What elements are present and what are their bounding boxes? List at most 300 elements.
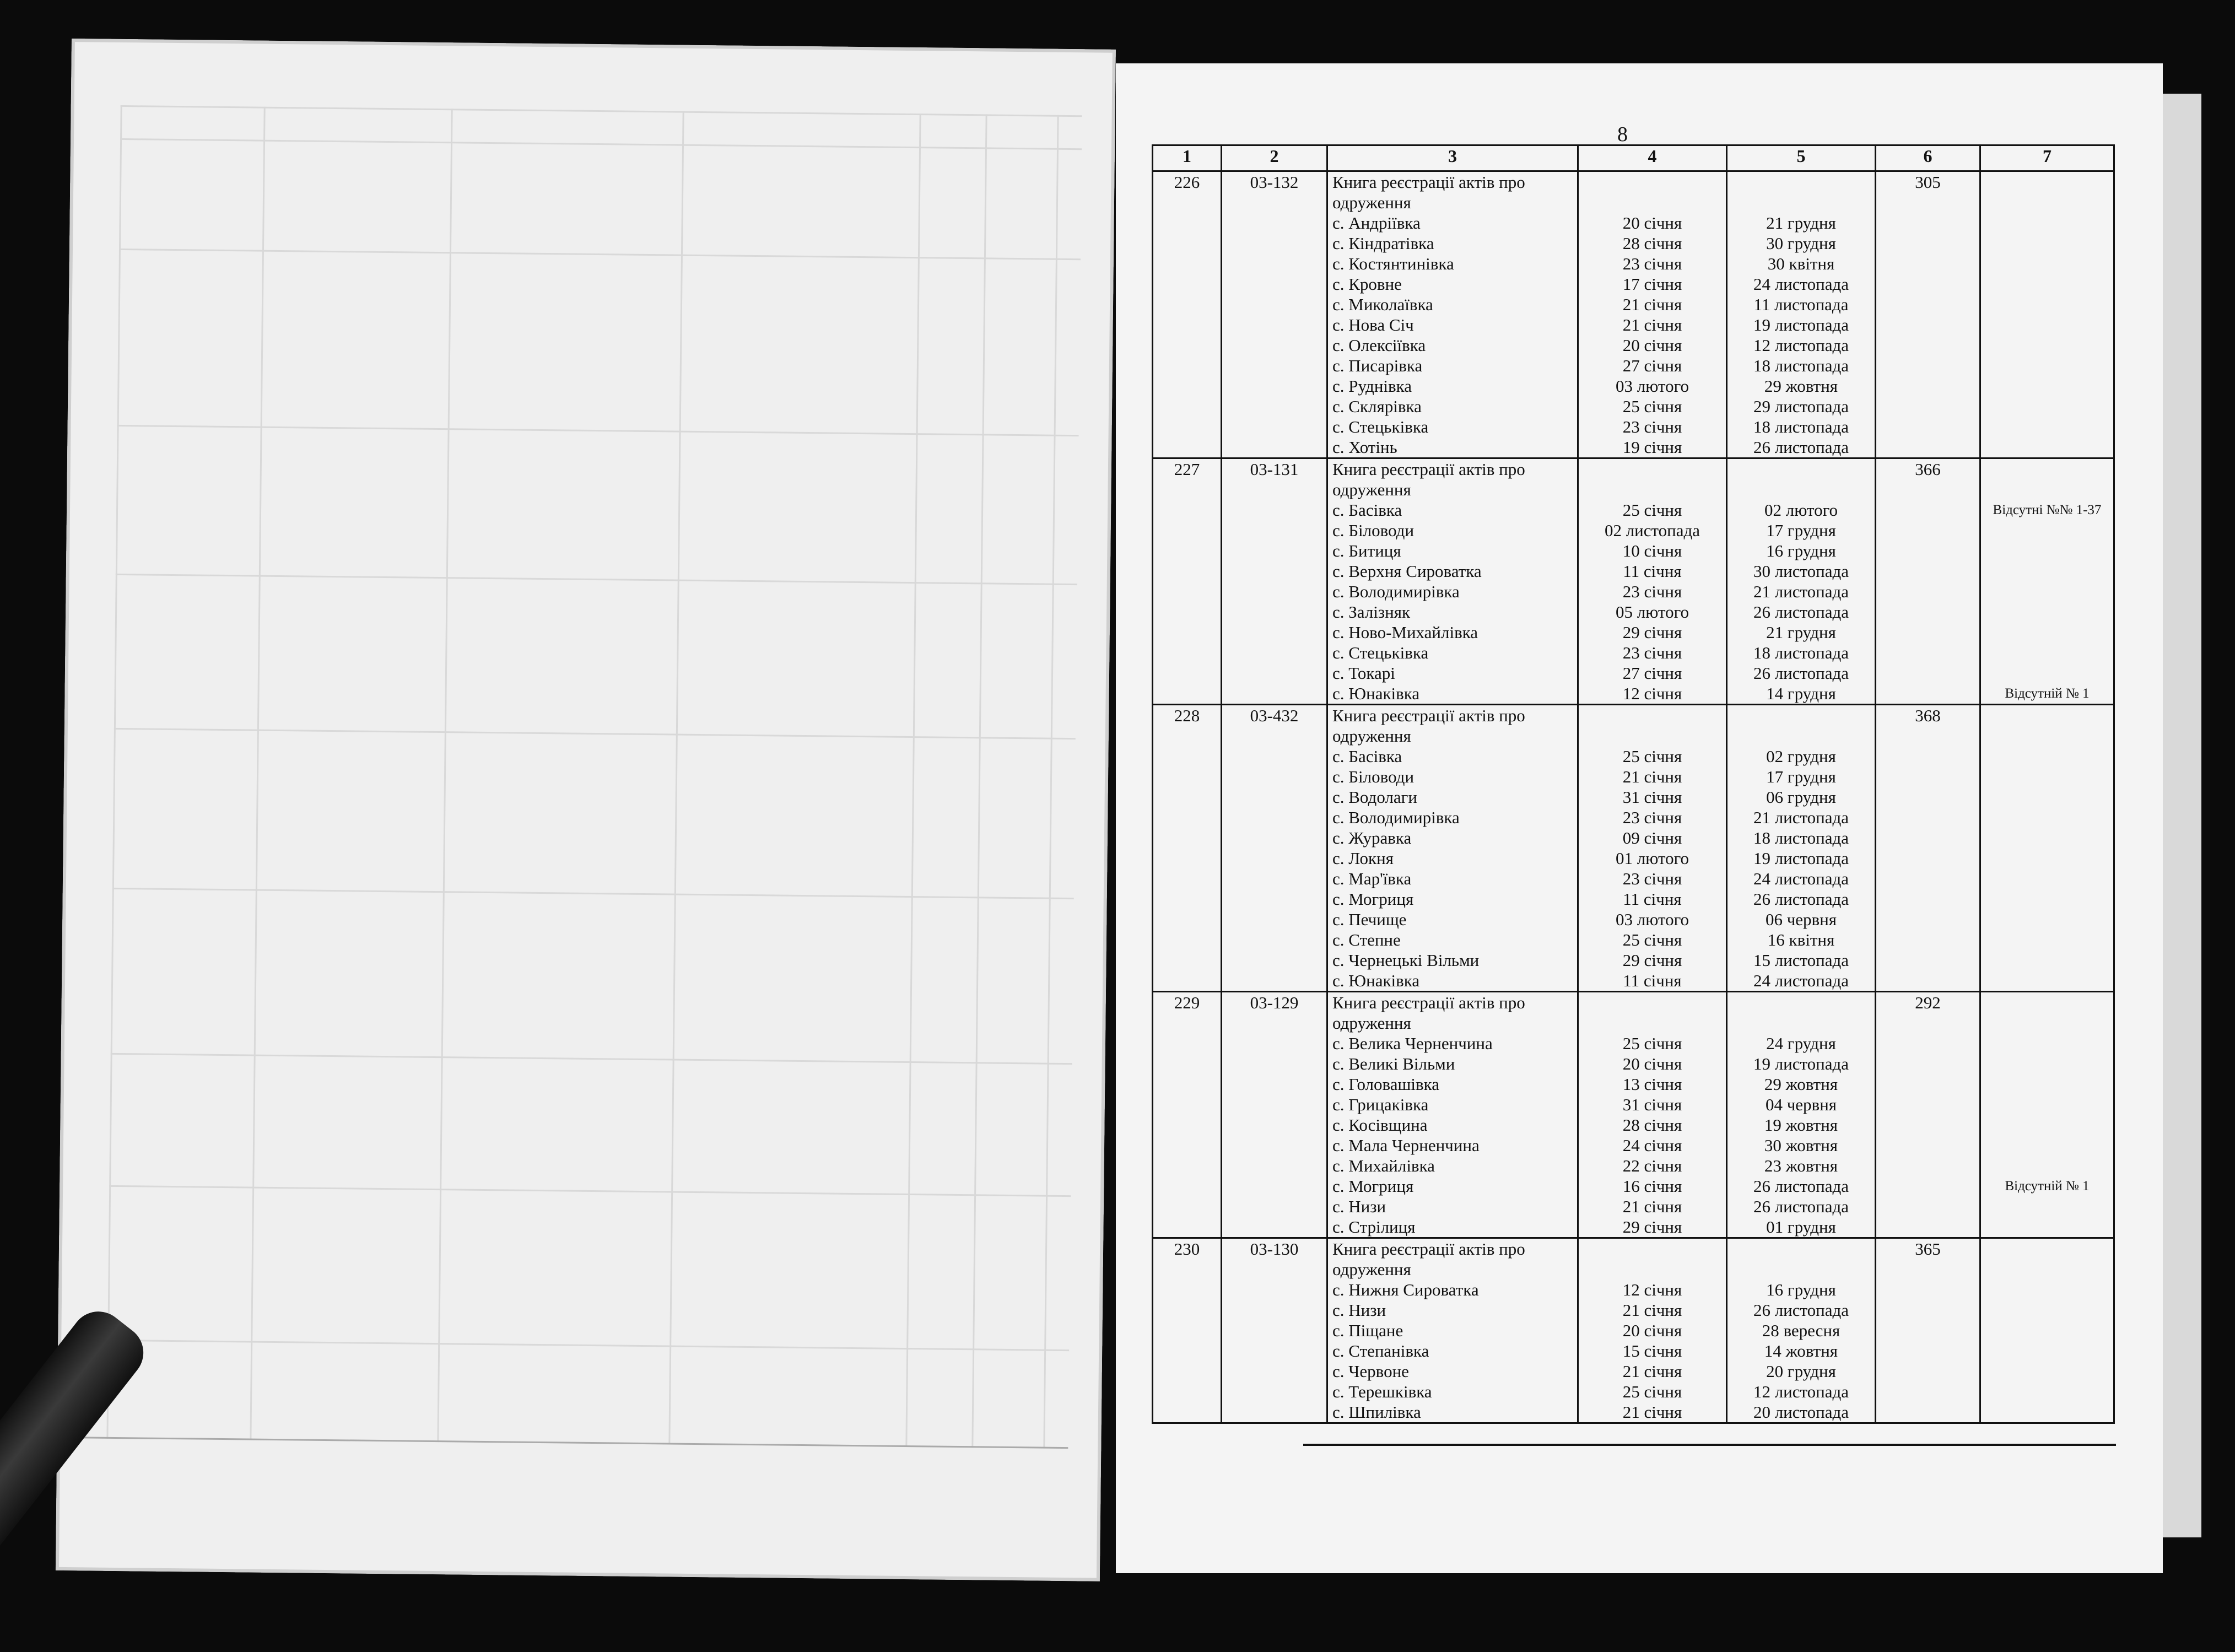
spacer xyxy=(1583,1239,1721,1259)
village-name: с. Мар'ївка xyxy=(1332,869,1412,888)
village-name: с. Терешківка xyxy=(1332,1382,1432,1401)
record-count xyxy=(1876,992,1980,1238)
village-name: с. Грицаківка xyxy=(1332,1095,1429,1114)
village-name: с. Біловоди xyxy=(1332,521,1415,540)
end-date: 23 жовтня xyxy=(1764,1156,1838,1175)
village-name: с. Головашівка xyxy=(1332,1075,1439,1094)
village-name: с. Водолаги xyxy=(1332,787,1417,807)
table-underline xyxy=(1303,1444,2116,1446)
spacer xyxy=(1732,192,1870,213)
village-name: с. Кровне xyxy=(1332,274,1402,294)
fund-code xyxy=(1222,705,1327,992)
village-name: с. Хотінь xyxy=(1332,438,1397,457)
record-count xyxy=(1876,458,1980,705)
remarks xyxy=(1980,992,2114,1238)
end-date: 30 жовтня xyxy=(1764,1136,1838,1155)
village-name: с. Токарі xyxy=(1332,663,1395,683)
book-title-line: одруження xyxy=(1332,1013,1411,1033)
spacer xyxy=(1732,1259,1870,1280)
spacer xyxy=(1985,1033,2109,1054)
end-date: 21 грудня xyxy=(1766,623,1836,642)
village-name: с. Володимирівка xyxy=(1332,582,1460,601)
spacer xyxy=(1985,807,2109,828)
start-date: 03 лютого xyxy=(1615,910,1689,929)
spacer xyxy=(1985,1094,2109,1115)
spacer xyxy=(1985,437,2109,457)
spacer xyxy=(1985,848,2109,868)
village-name: с. Косівщина xyxy=(1332,1115,1428,1135)
start-date: 25 січня xyxy=(1622,747,1682,766)
spacer xyxy=(1985,1013,2109,1033)
spacer xyxy=(1985,459,2109,479)
record-count xyxy=(1876,705,1980,992)
village-name: с. Біловоди xyxy=(1332,767,1415,786)
end-date: 26 листопада xyxy=(1753,438,1849,457)
end-date: 12 листопада xyxy=(1753,336,1849,355)
book-title-line: одруження xyxy=(1332,1260,1411,1279)
spacer xyxy=(1985,746,2109,766)
start-date: 02 листопада xyxy=(1604,521,1700,540)
spacer xyxy=(1985,1402,2109,1422)
end-date: 20 грудня xyxy=(1766,1362,1836,1381)
start-date: 21 січня xyxy=(1622,1362,1682,1381)
book-title-and-villages xyxy=(1327,992,1578,1238)
end-date: 26 листопада xyxy=(1753,889,1849,909)
archive-register-table xyxy=(1152,144,2115,1424)
end-date: 26 листопада xyxy=(1753,1176,1849,1196)
start-date: 21 січня xyxy=(1622,295,1682,314)
spacer xyxy=(1985,828,2109,848)
village-name: с. Велика Черненчина xyxy=(1332,1034,1493,1053)
start-date: 16 січня xyxy=(1622,1176,1682,1196)
spacer xyxy=(1985,705,2109,726)
start-date: 25 січня xyxy=(1622,500,1682,520)
start-date: 29 січня xyxy=(1622,951,1682,970)
start-date: 25 січня xyxy=(1622,1382,1682,1401)
village-name: с. Печище xyxy=(1332,910,1407,929)
remark-text: Відсутній № 1 xyxy=(2005,1179,2090,1194)
start-date: 23 січня xyxy=(1622,254,1682,273)
spacer xyxy=(1985,335,2109,355)
start-date: 21 січня xyxy=(1622,1197,1682,1216)
col-header-1: 1 xyxy=(1153,145,1222,171)
fund-code-text: 03-432 xyxy=(1250,706,1299,725)
village-name: с. Нова Січ xyxy=(1332,315,1414,334)
end-date: 21 листопада xyxy=(1753,582,1849,601)
spacer xyxy=(1985,294,2109,315)
record-count-text: 305 xyxy=(1915,172,1941,192)
start-date: 27 січня xyxy=(1622,356,1682,375)
village-name: с. Олексіївка xyxy=(1332,336,1426,355)
village-name: с. Могриця xyxy=(1332,889,1414,909)
start-date: 28 січня xyxy=(1622,1115,1682,1135)
end-date: 29 листопада xyxy=(1753,397,1849,416)
spacer xyxy=(1985,541,2109,561)
start-date: 20 січня xyxy=(1622,213,1682,233)
record-number xyxy=(1153,171,1222,458)
start-date: 17 січня xyxy=(1622,274,1682,294)
start-date: 21 січня xyxy=(1622,1300,1682,1320)
end-date: 29 жовтня xyxy=(1764,376,1838,396)
village-name: с. Юнаківка xyxy=(1332,971,1420,990)
book-title-line: Книга реєстрації актів про xyxy=(1332,706,1525,725)
spacer xyxy=(1583,192,1721,213)
book-title-and-villages xyxy=(1327,705,1578,992)
record-number xyxy=(1153,992,1222,1238)
spacer xyxy=(1985,376,2109,396)
spacer xyxy=(1985,602,2109,622)
spacer xyxy=(1985,274,2109,294)
start-date: 27 січня xyxy=(1622,663,1682,683)
remark-text: Відсутні №№ 1-37 xyxy=(1993,503,2102,517)
spacer xyxy=(1985,213,2109,233)
spacer xyxy=(1985,787,2109,807)
start-date: 31 січня xyxy=(1622,787,1682,807)
spacer xyxy=(1732,479,1870,500)
book-title-line: одруження xyxy=(1332,480,1411,499)
spacer xyxy=(1985,1361,2109,1381)
spacer xyxy=(1985,622,2109,643)
spacer xyxy=(1985,726,2109,746)
spacer xyxy=(1732,172,1870,192)
spacer xyxy=(1985,643,2109,663)
col-header-4: 4 xyxy=(1578,145,1727,171)
end-date: 26 листопада xyxy=(1753,663,1849,683)
col-header-3: 3 xyxy=(1327,145,1578,171)
village-name: с. Чернецькі Вільми xyxy=(1332,951,1480,970)
start-date: 31 січня xyxy=(1622,1095,1682,1114)
record-number-text: 229 xyxy=(1174,993,1200,1012)
end-date: 17 грудня xyxy=(1766,767,1836,786)
end-date: 30 листопада xyxy=(1753,562,1849,581)
bleedthrough-table xyxy=(106,105,1082,1449)
spacer xyxy=(1985,520,2109,541)
end-date: 11 листопада xyxy=(1753,295,1849,314)
start-date: 09 січня xyxy=(1622,828,1682,847)
book-title-and-villages xyxy=(1327,171,1578,458)
start-date: 20 січня xyxy=(1622,1321,1682,1340)
village-name: с. Андріївка xyxy=(1332,213,1421,233)
remarks xyxy=(1980,1238,2114,1423)
village-name: с. Верхня Сироватка xyxy=(1332,562,1482,581)
left-page-bleedthrough xyxy=(56,39,1116,1581)
spacer xyxy=(1732,726,1870,746)
start-date: 29 січня xyxy=(1622,623,1682,642)
village-name: с. Ново-Михайлівка xyxy=(1332,623,1478,642)
remarks xyxy=(1980,458,2114,705)
end-date: 04 червня xyxy=(1765,1095,1837,1114)
spacer xyxy=(1985,315,2109,335)
village-name: с. Шпилівка xyxy=(1332,1402,1421,1422)
end-date: 06 червня xyxy=(1765,910,1837,929)
end-date: 18 листопада xyxy=(1753,643,1849,662)
end-date: 21 грудня xyxy=(1766,213,1836,233)
village-name: с. Битиця xyxy=(1332,541,1401,560)
spacer xyxy=(1985,950,2109,970)
table-row xyxy=(1153,705,2114,992)
start-date: 20 січня xyxy=(1622,1054,1682,1073)
spacer xyxy=(1985,1381,2109,1402)
spacer xyxy=(1985,1239,2109,1259)
start-date: 20 січня xyxy=(1622,336,1682,355)
village-name: с. Стецьківка xyxy=(1332,417,1429,436)
record-count xyxy=(1876,1238,1980,1423)
start-date: 25 січня xyxy=(1622,1034,1682,1053)
record-number xyxy=(1153,1238,1222,1423)
record-count-text: 366 xyxy=(1915,460,1941,479)
book-title-and-villages xyxy=(1327,1238,1578,1423)
table-row xyxy=(1153,1238,2114,1423)
spacer xyxy=(1583,459,1721,479)
spacer xyxy=(1985,253,2109,274)
spacer xyxy=(1985,1135,2109,1156)
end-date: 18 листопада xyxy=(1753,417,1849,436)
start-date: 23 січня xyxy=(1622,582,1682,601)
end-date: 19 листопада xyxy=(1753,315,1849,334)
start-date: 28 січня xyxy=(1622,234,1682,253)
end-date: 26 листопада xyxy=(1753,1197,1849,1216)
start-date: 21 січня xyxy=(1622,767,1682,786)
book-title-line: Книга реєстрації актів про xyxy=(1332,993,1525,1012)
record-number xyxy=(1153,705,1222,992)
village-name: с. Руднівка xyxy=(1332,376,1412,396)
spacer xyxy=(1583,172,1721,192)
village-name: с. Стецьківка xyxy=(1332,643,1429,662)
end-dates xyxy=(1727,1238,1876,1423)
spacer xyxy=(1985,1054,2109,1074)
col-header-2: 2 xyxy=(1222,145,1327,171)
end-date: 24 листопада xyxy=(1753,971,1849,990)
spacer xyxy=(1985,1280,2109,1300)
end-date: 21 листопада xyxy=(1753,808,1849,827)
end-date: 14 жовтня xyxy=(1764,1341,1838,1361)
village-name: с. Михайлівка xyxy=(1332,1156,1435,1175)
spacer xyxy=(1985,1320,2109,1341)
village-name: с. Червоне xyxy=(1332,1362,1409,1381)
end-date: 16 грудня xyxy=(1766,541,1836,560)
spacer xyxy=(1732,1013,1870,1033)
end-date: 16 квітня xyxy=(1767,930,1835,949)
spacer xyxy=(1985,355,2109,376)
record-count xyxy=(1876,171,1980,458)
village-name: с. Юнаківка xyxy=(1332,684,1420,703)
village-name: с. Склярівка xyxy=(1332,397,1422,416)
start-date: 22 січня xyxy=(1622,1156,1682,1175)
spacer xyxy=(1985,1115,2109,1135)
spacer xyxy=(1583,726,1721,746)
spacer xyxy=(1985,930,2109,950)
spacer xyxy=(1583,479,1721,500)
end-date: 12 листопада xyxy=(1753,1382,1849,1401)
start-date: 23 січня xyxy=(1622,417,1682,436)
start-date: 15 січня xyxy=(1622,1341,1682,1361)
start-date: 19 січня xyxy=(1622,438,1682,457)
spacer xyxy=(1985,1074,2109,1094)
table-row xyxy=(1153,992,2114,1238)
end-date: 20 листопада xyxy=(1753,1402,1849,1422)
start-dates xyxy=(1578,458,1727,705)
spacer xyxy=(1583,705,1721,726)
end-date: 15 листопада xyxy=(1753,951,1849,970)
start-date: 23 січня xyxy=(1622,808,1682,827)
col-header-5: 5 xyxy=(1727,145,1876,171)
book-title-line: одруження xyxy=(1332,726,1411,746)
spacer xyxy=(1985,970,2109,991)
start-date: 12 січня xyxy=(1622,1280,1682,1299)
fund-code xyxy=(1222,1238,1327,1423)
village-name: с. Басівка xyxy=(1332,747,1402,766)
spacer xyxy=(1985,1259,2109,1280)
book-title-line: Книга реєстрації актів про xyxy=(1332,1239,1525,1259)
end-date: 02 лютого xyxy=(1764,500,1838,520)
spacer xyxy=(1985,1156,2109,1176)
village-name: с. Писарівка xyxy=(1332,356,1423,375)
end-date: 18 листопада xyxy=(1753,356,1849,375)
end-date: 16 грудня xyxy=(1766,1280,1836,1299)
spacer xyxy=(1583,992,1721,1013)
remarks xyxy=(1980,705,2114,992)
village-name: с. Миколаївка xyxy=(1332,295,1433,314)
village-name: с. Кіндратівка xyxy=(1332,234,1434,253)
table-header-row xyxy=(1153,145,2114,171)
spacer xyxy=(1985,889,2109,909)
fund-code-text: 03-129 xyxy=(1250,993,1299,1012)
spacer xyxy=(1732,1239,1870,1259)
spacer xyxy=(1985,192,2109,213)
village-name: с. Володимирівка xyxy=(1332,808,1460,827)
book-title-and-villages xyxy=(1327,458,1578,705)
end-date: 19 листопада xyxy=(1753,849,1849,868)
spacer xyxy=(1985,1300,2109,1320)
spacer xyxy=(1732,459,1870,479)
village-name: с. Великі Вільми xyxy=(1332,1054,1455,1073)
village-name: с. Локня xyxy=(1332,849,1394,868)
remark-text: Відсутній № 1 xyxy=(2005,686,2090,701)
end-date: 17 грудня xyxy=(1766,521,1836,540)
end-date: 01 грудня xyxy=(1766,1217,1836,1237)
start-date: 29 січня xyxy=(1622,1217,1682,1237)
spacer xyxy=(1985,417,2109,437)
village-name: с. Костянтинівка xyxy=(1332,254,1454,273)
village-name: с. Мала Черненчина xyxy=(1332,1136,1480,1155)
start-date: 23 січня xyxy=(1622,869,1682,888)
spacer xyxy=(1985,868,2109,889)
spacer xyxy=(1985,766,2109,787)
record-count-text: 292 xyxy=(1915,993,1941,1012)
end-date: 24 листопада xyxy=(1753,274,1849,294)
village-name: с. Журавка xyxy=(1332,828,1412,847)
start-date: 13 січня xyxy=(1622,1075,1682,1094)
fund-code xyxy=(1222,171,1327,458)
start-date: 12 січня xyxy=(1622,684,1682,703)
start-date: 11 січня xyxy=(1623,889,1682,909)
spacer xyxy=(1985,1196,2109,1217)
spacer xyxy=(1985,233,2109,253)
record-number-text: 228 xyxy=(1174,706,1200,725)
spacer xyxy=(1985,1341,2109,1361)
end-date: 02 грудня xyxy=(1766,747,1836,766)
book-title-line: Книга реєстрації актів про xyxy=(1332,460,1525,479)
spacer xyxy=(1985,561,2109,581)
record-number-text: 230 xyxy=(1174,1239,1200,1259)
village-name: с. Залізняк xyxy=(1332,602,1411,622)
start-date: 24 січня xyxy=(1622,1136,1682,1155)
village-name: с. Низи xyxy=(1332,1300,1386,1320)
record-number-text: 227 xyxy=(1174,460,1200,479)
spacer xyxy=(1985,1217,2109,1237)
start-date: 23 січня xyxy=(1622,643,1682,662)
end-date: 29 жовтня xyxy=(1764,1075,1838,1094)
end-dates xyxy=(1727,171,1876,458)
col-header-7: 7 xyxy=(1980,145,2114,171)
start-date: 10 січня xyxy=(1622,541,1682,560)
fund-code xyxy=(1222,992,1327,1238)
start-date: 05 лютого xyxy=(1615,602,1689,622)
start-dates xyxy=(1578,992,1727,1238)
end-date: 26 листопада xyxy=(1753,1300,1849,1320)
end-date: 14 грудня xyxy=(1766,684,1836,703)
col-header-6: 6 xyxy=(1876,145,1980,171)
book-title-line: Книга реєстрації актів про xyxy=(1332,172,1525,192)
spacer xyxy=(1985,172,2109,192)
record-count-text: 368 xyxy=(1915,706,1941,725)
fund-code-text: 03-132 xyxy=(1250,172,1299,192)
spacer xyxy=(1732,705,1870,726)
start-dates xyxy=(1578,1238,1727,1423)
end-date: 18 листопада xyxy=(1753,828,1849,847)
end-date: 06 грудня xyxy=(1766,787,1836,807)
end-date: 30 грудня xyxy=(1766,234,1836,253)
spacer xyxy=(1732,992,1870,1013)
end-dates xyxy=(1727,705,1876,992)
start-date: 21 січня xyxy=(1622,315,1682,334)
village-name: с. Басівка xyxy=(1332,500,1402,520)
fund-code-text: 03-131 xyxy=(1250,460,1299,479)
end-date: 24 листопада xyxy=(1753,869,1849,888)
record-count-text: 365 xyxy=(1915,1239,1941,1259)
start-date: 11 січня xyxy=(1623,971,1682,990)
end-date: 26 листопада xyxy=(1753,602,1849,622)
page-edge xyxy=(2163,94,2201,1537)
spacer xyxy=(1583,1259,1721,1280)
village-name: с. Степне xyxy=(1332,930,1401,949)
book-title-line: одруження xyxy=(1332,193,1411,212)
village-name: с. Піщане xyxy=(1332,1321,1403,1340)
village-name: с. Нижня Сироватка xyxy=(1332,1280,1479,1299)
page-number: 8 xyxy=(1617,123,1628,146)
spacer xyxy=(1985,992,2109,1013)
end-date: 30 квітня xyxy=(1767,254,1835,273)
village-name: с. Стрілиця xyxy=(1332,1217,1416,1237)
start-date: 03 лютого xyxy=(1615,376,1689,396)
start-date: 11 січня xyxy=(1623,562,1682,581)
village-name: с. Могриця xyxy=(1332,1176,1414,1196)
fund-code xyxy=(1222,458,1327,705)
start-date: 25 січня xyxy=(1622,930,1682,949)
fund-code-text: 03-130 xyxy=(1250,1239,1299,1259)
table-row xyxy=(1153,171,2114,458)
spacer xyxy=(1985,663,2109,683)
end-dates xyxy=(1727,458,1876,705)
end-date: 19 листопада xyxy=(1753,1054,1849,1073)
table-row xyxy=(1153,458,2114,705)
start-date: 21 січня xyxy=(1622,1402,1682,1422)
spacer xyxy=(1985,909,2109,930)
record-number xyxy=(1153,458,1222,705)
end-date: 28 вересня xyxy=(1762,1321,1840,1340)
spacer xyxy=(1583,1013,1721,1033)
end-dates xyxy=(1727,992,1876,1238)
